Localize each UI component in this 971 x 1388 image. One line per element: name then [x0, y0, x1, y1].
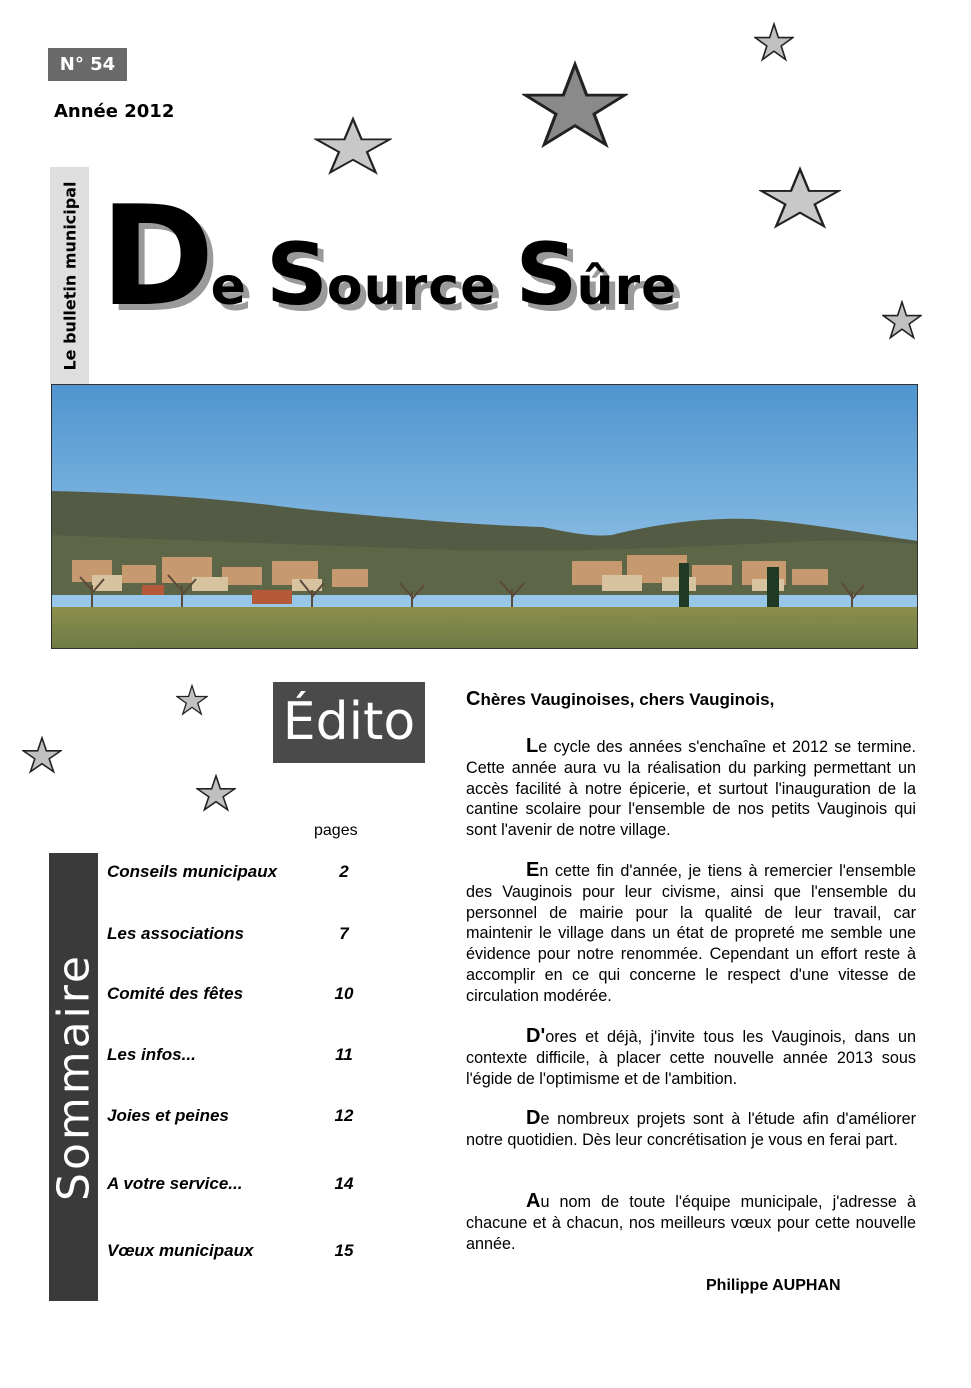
star-icon: [196, 774, 236, 812]
toc-item-label[interactable]: Conseils municipaux: [107, 862, 278, 881]
edito-paragraph: [466, 1026, 916, 1089]
toc-item-page: 10: [334, 984, 354, 1003]
toc-item-page: 2: [339, 862, 349, 881]
paragraph-text: e nombreux projets sont à l'étude afin d'améliorer notre quotidien. Dès leur concrétisation je vous en ferai part.: [466, 1110, 916, 1149]
bulletin-tag: [50, 167, 89, 384]
toc-item-page: 15: [334, 1241, 354, 1260]
star-icon: [882, 300, 922, 340]
title-fragment-ource: ource: [326, 257, 516, 317]
toc-item-label[interactable]: A votre service...: [107, 1174, 243, 1193]
paragraph-text: n cette fin d'année, je tiens à remercier l'ensemble des Vauginois pour leur civisme, ainsi que l'ensemble du personnel de mairie pour la qualité de leur travail, car maintenir le village dans un état de propreté me semble une évidence pour notre renommée. Cependant un effort reste à accomplir en ce qui concerne le respect d'une vitesse de circulation modérée.: [466, 862, 916, 1005]
title-fragment-e: e: [210, 257, 266, 317]
sommaire-heading: Sommaire: [48, 953, 99, 1201]
greeting-initial: C: [466, 688, 481, 710]
sommaire-side-bar: [49, 853, 98, 1301]
star-icon: [754, 22, 794, 62]
toc-item-label[interactable]: Vœux municipaux: [107, 1241, 254, 1260]
paragraph-text: e cycle des années s'enchaîne et 2012 se termine. Cette année aura vu la réalisation du parking permettant un accès facilité à notre épicerie, et surtout l'inauguration de la cantine scolaire pour l'ensemble de nos petits Vauginois qui sont l'avenir de notre village.: [466, 738, 916, 840]
toc-item-label[interactable]: Les associations: [107, 924, 245, 943]
edito-paragraph: [466, 736, 916, 841]
edito-greeting: [466, 688, 774, 711]
star-icon: [314, 116, 392, 176]
greeting-text: hères Vauginoises, chers Vauginois,: [480, 690, 775, 709]
edito-paragraph: [466, 860, 916, 1007]
masthead-title: [100, 176, 740, 337]
star-icon: [522, 60, 628, 150]
star-icon: [176, 684, 208, 716]
edito-paragraph: [466, 1108, 916, 1151]
pages-column-header: pages: [314, 822, 358, 839]
paragraph-text: ores et déjà, j'invite tous les Vauginois, dans un contexte difficile, à placer cette nouvelle année 2013 sous l'égide de l'optimisme et de l'ambition.: [466, 1028, 916, 1088]
issue-year: Année 2012: [54, 101, 175, 122]
title-letter-d: D: [100, 176, 211, 337]
toc-item-page: 12: [334, 1106, 354, 1125]
village-panorama-illustration: [52, 385, 918, 649]
toc-item-label[interactable]: Les infos...: [107, 1045, 196, 1064]
village-panorama-photo: [51, 384, 918, 649]
star-icon: [22, 736, 62, 774]
paragraph-initial: A: [526, 1190, 541, 1212]
paragraph-initial: L: [526, 735, 539, 757]
toc-item-page: 7: [339, 924, 349, 943]
edito-paragraph: [466, 1191, 916, 1254]
paragraph-initial: D: [526, 1107, 541, 1129]
paragraph-initial: E: [526, 859, 540, 881]
toc-item-label[interactable]: Joies et peines: [107, 1106, 229, 1125]
star-icon: [759, 166, 841, 230]
bulletin-tag-label: Le bulletin municipal: [60, 180, 79, 371]
paragraph-text: u nom de toute l'équipe municipale, j'adresse à chacune et à chacun, nos meilleurs vœux pour cette nouvelle année.: [466, 1193, 916, 1253]
title-letter-s2: S: [515, 225, 577, 325]
toc-item-page: 11: [335, 1045, 353, 1064]
title-fragment-ure: ûre: [576, 257, 678, 317]
paragraph-initial: D': [526, 1025, 546, 1047]
edito-signature: Philippe AUPHAN: [706, 1277, 841, 1294]
title-letter-s1: S: [265, 225, 327, 325]
toc-item-page: 14: [334, 1174, 354, 1193]
issue-number-badge: N° 54: [48, 48, 127, 81]
toc-item-label[interactable]: Comité des fêtes: [107, 984, 244, 1003]
edito-heading: Édito: [273, 682, 425, 763]
